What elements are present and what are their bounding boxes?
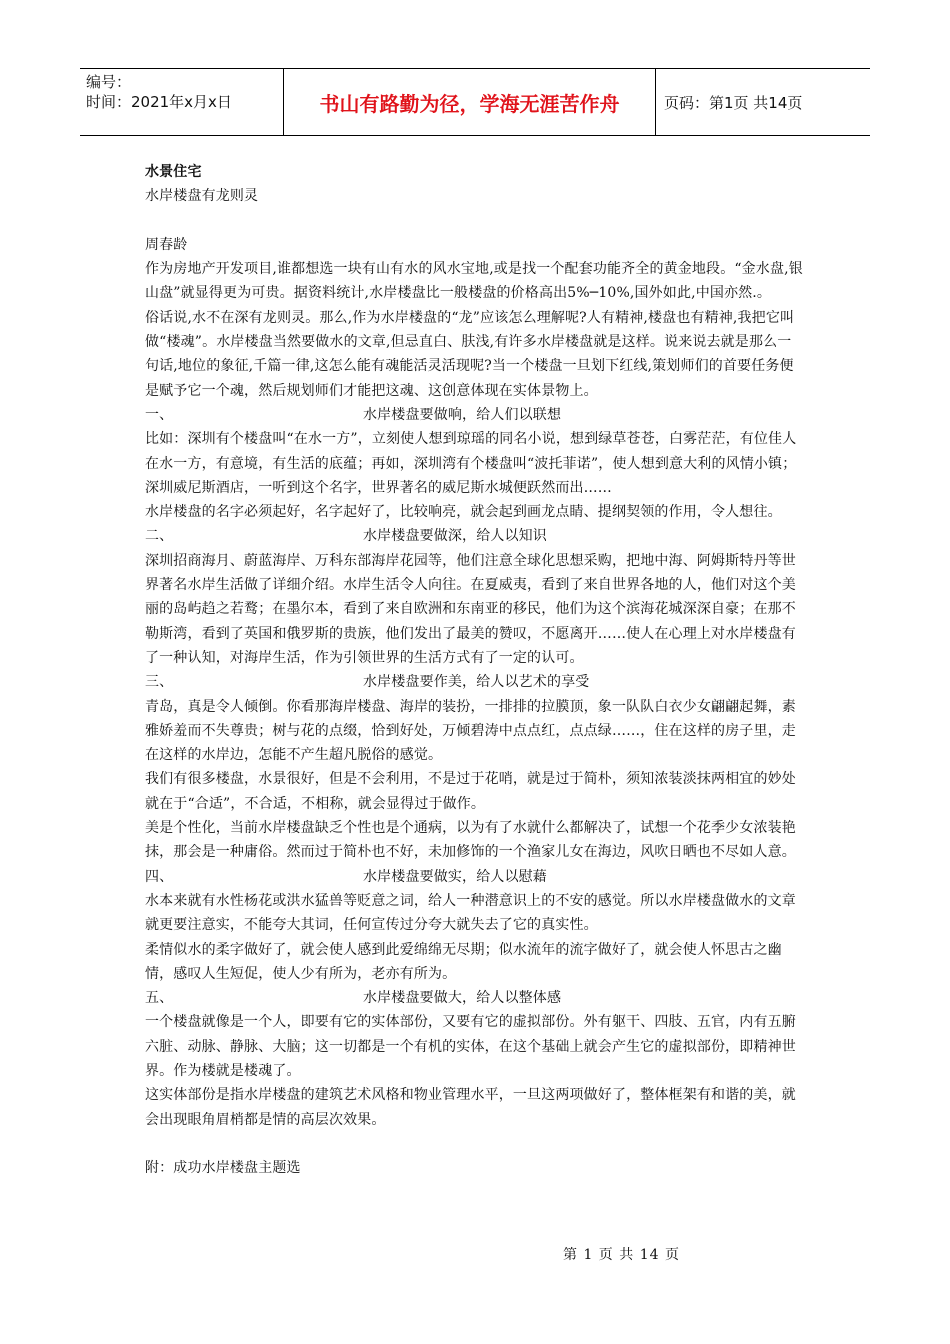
- body-paragraph: 柔情似水的柔字做好了，就会使人感到此爱绵绵无尽期；似水流年的流字做好了，就会使人怀思古之幽情，感叹人生短促，使人少有所为，老亦有所为。: [145, 941, 782, 982]
- article-title: 水景住宅: [145, 164, 202, 180]
- section-heading: [145, 403, 805, 427]
- section-heading: [145, 986, 805, 1010]
- intro-paragraph: 俗话说,水不在深有龙则灵。那么,作为水岸楼盘的“龙”应该怎么理解呢?人有精神,楼盘也有精神,我把它叫做“楼魂”。水岸楼盘当然要做水的文章,但忌直白、肤浅,有许多水岸楼盘就是这样。说来说去就是那么一句话,地位的象征,千篇一律,这怎么能有魂能活灵活现呢?当一个楼盘一旦划下红线,策划师们的首要任务便是赋予它一个魂，然后规划师们才能把这魂、这创意体现在实体景物上。: [145, 309, 795, 399]
- body-paragraph: 我们有很多楼盘，水景很好，但是不会利用，不是过于花哨，就是过于简朴，须知浓装淡抹两相宜的妙处就在于“合适”，不合适，不相称，就会显得过于做作。: [145, 771, 796, 812]
- section-title: 水岸楼盘要做实，给人以慰藉: [363, 868, 547, 885]
- body-paragraph: 这实体部份是指水岸楼盘的建筑艺术风格和物业管理水平，一旦这两项做好了，整体框架有和谐的美，就会出现眼角眉梢都是情的高层次效果。: [145, 1087, 796, 1128]
- header-page-info: 页码：第1页 共14页: [664, 93, 803, 112]
- body-paragraph: 深圳招商海月、蔚蓝海岸、万科东部海岸花园等，他们注意全球化思想采购，把地中海、阿姆斯特丹等世界著名水岸生活做了详细介绍。水岸生活令人向往。在夏威夷，看到了来自世界各地的人，他们对这个美丽的岛屿趋之若鹜；在墨尔本，看到了来自欧洲和东南亚的移民，他们为这个滨海花城深深自豪；在那不勒斯湾，看到了英国和俄罗斯的贵族，他们发出了最美的赞叹，不愿离开……使人在心理上对水岸楼盘有了一种认知，对海岸生活，作为引领世界的生活方式有了一定的认可。: [145, 552, 796, 666]
- section-heading: [145, 670, 805, 694]
- appendix-line: 附：成功水岸楼盘主题选: [145, 1160, 301, 1177]
- section-number: 五、: [145, 990, 174, 1007]
- blank-line: [145, 1132, 805, 1156]
- section-title: 水岸楼盘要做大，给人以整体感: [363, 990, 562, 1007]
- intro-paragraph: 作为房地产开发项目,谁都想选一块有山有水的风水宝地,或是找一个配套功能齐全的黄金地段。“金水盘,银山盘”就显得更为可贵。据资料统计,水岸楼盘比一般楼盘的价格高出5%─10%,国外如此,中国亦然.。: [145, 261, 803, 302]
- section-number: 一、: [145, 406, 174, 423]
- body-paragraph: 比如：深圳有个楼盘叫“在水一方”，立刻使人想到琼瑶的同名小说，想到绿草苍苍，白雾茫茫，有位佳人在水一方，有意境，有生活的底蕴；再如，深圳湾有个楼盘叫“波托菲诺”，使人想到意大利的风情小镇；深圳威尼斯酒店，一听到这个名字，世界著名的威尼斯水城便跃然而出……: [145, 431, 797, 496]
- body-paragraph: 美是个性化，当前水岸楼盘缺乏个性也是个通病，以为有了水就什么都解决了，试想一个花季少女浓装艳抹，那会是一种庸俗。然而过于简朴也不好，未加修饰的一个渔家儿女在海边，风吹日晒也不尽如人意。: [145, 820, 796, 861]
- page-footer: 第 1 页 共 14 页: [563, 1247, 680, 1263]
- article-subtitle: 水岸楼盘有龙则灵: [145, 188, 259, 205]
- body-paragraph: 水岸楼盘的名字必须起好，名字起好了，比较响亮，就会起到画龙点睛、提纲契领的作用，令人想往。: [145, 504, 782, 521]
- section-title: 水岸楼盘要作美，给人以艺术的享受: [363, 674, 590, 691]
- section-number: 三、: [145, 674, 174, 691]
- article-body: [145, 160, 805, 1180]
- document-date-label: 时间：2021年x月x日: [86, 93, 232, 111]
- header-left-cell: [80, 69, 283, 135]
- section-number: 四、: [145, 868, 174, 885]
- header-motto: 书山有路勤为径，学海无涯苦作舟: [283, 69, 656, 135]
- section-heading: [145, 524, 805, 548]
- body-paragraph: 水本来就有水性杨花或洪水猛兽等贬意之词，给人一种潜意识上的不安的感觉。所以水岸楼盘做水的文章就更要注意实，不能夸大其词，任何宣传过分夸大就失去了它的真实性。: [145, 892, 796, 934]
- section-heading: [145, 865, 805, 889]
- header-table: [80, 68, 870, 136]
- article-author: 周春龄: [145, 236, 188, 253]
- body-paragraph: 一个楼盘就像是一个人，即要有它的实体部份，又要有它的虚拟部份。外有躯干、四肢、五官，内有五腑六脏、动脉、静脉、大脑；这一切都是一个有机的实体，在这个基础上就会产生它的虚拟部份，即精神世界。作为楼就是楼魂了。: [145, 1014, 796, 1079]
- section-title: 水岸楼盘要做响，给人们以联想: [363, 406, 562, 423]
- document-code-label: 编号：: [86, 73, 132, 91]
- blank-line: [145, 209, 805, 233]
- section-number: 二、: [145, 528, 174, 545]
- body-paragraph: 青岛，真是令人倾倒。你看那海岸楼盘、海岸的装扮，一排排的拉膜顶，象一队队白衣少女翩翩起舞，素雅娇羞而不失尊贵；树与花的点缀，恰到好处，万倾碧涛中点点红，点点绿……，住在这样的房子里，走在这样的水岸边，怎能不产生超凡脱俗的感觉。: [145, 698, 796, 764]
- section-title: 水岸楼盘要做深，给人以知识: [363, 528, 547, 545]
